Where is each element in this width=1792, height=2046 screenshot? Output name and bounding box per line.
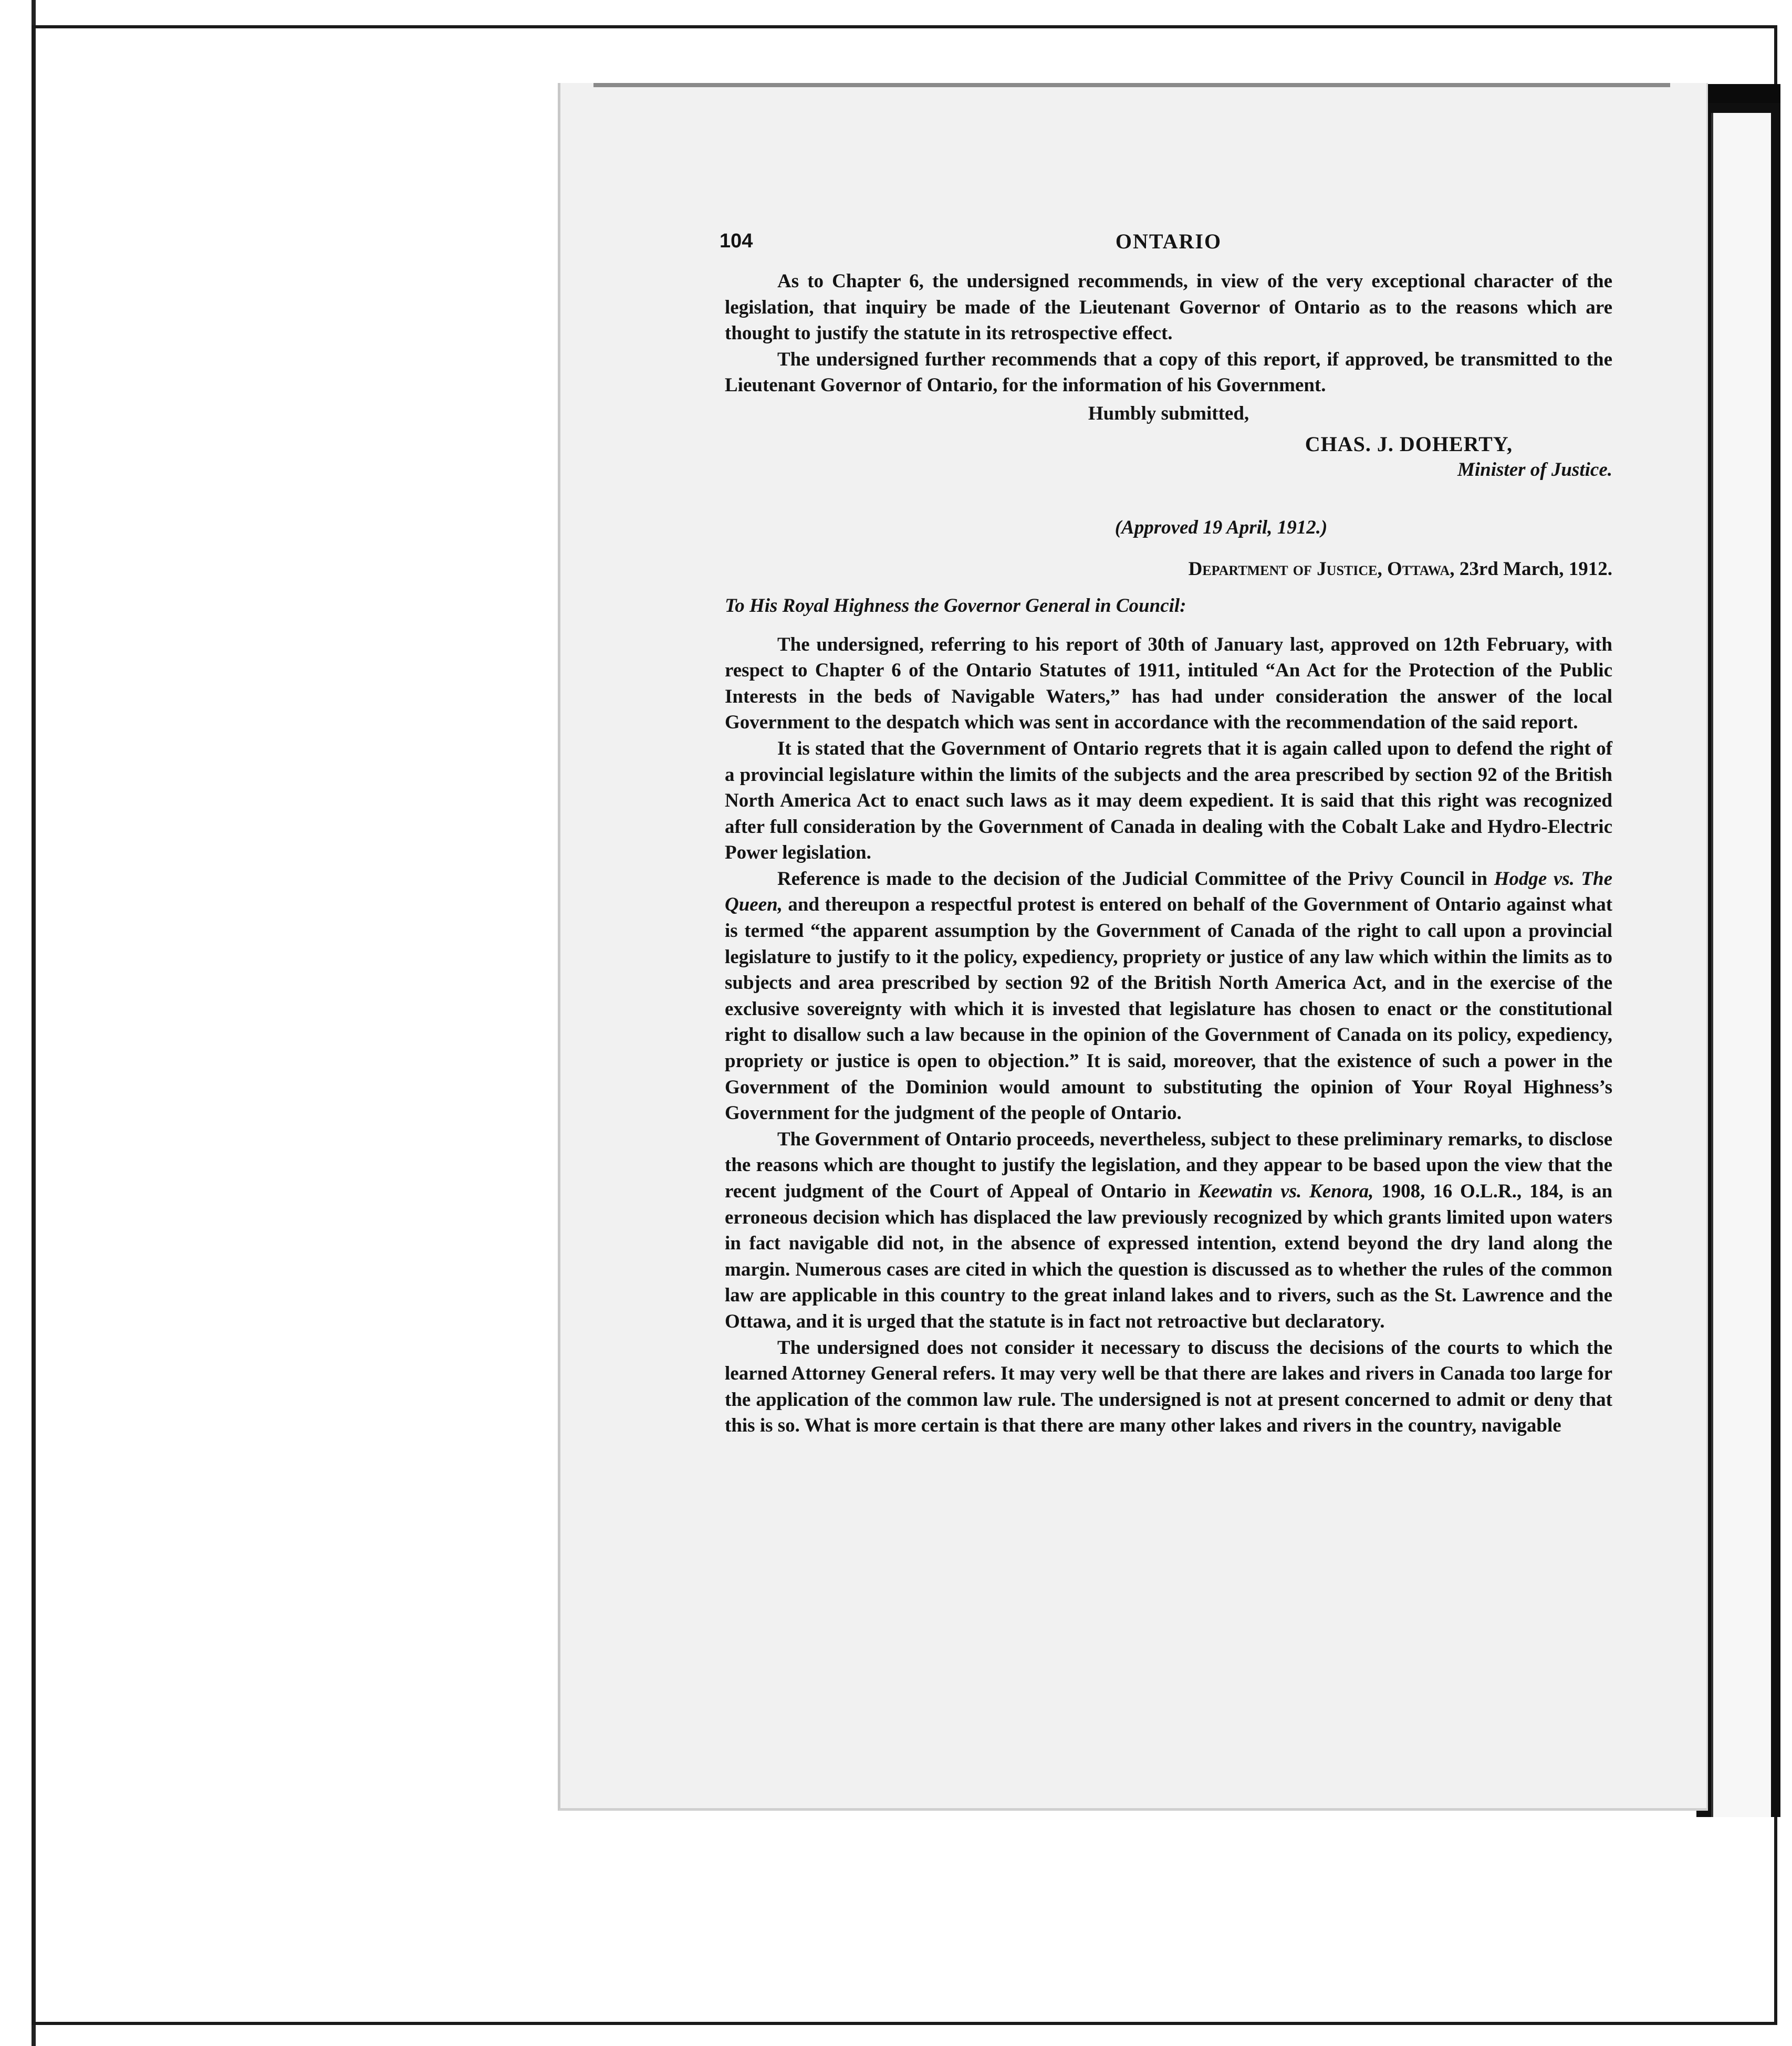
page-top-edge — [593, 83, 1670, 87]
paragraph-text: Reference is made to the decision of the Judicial Committee of the Privy Council in — [777, 868, 1488, 890]
paragraph-text: 1908, 16 O.L.R., 184, is an erroneous decision which has displaced the law previously recognized by which grants limited upon waters in fact navigable did not, in the absence of expressed intention, extend beyond the dry land along the margin. Numerous cases are cited in which the question is discussed as to whether the rules of the common law are applicable in this country to the great inland lakes and to rivers, such as the St. Lawrence and the Ottawa, and it is urged that the statute is in fact not retroactive but declaratory. — [725, 1181, 1613, 1332]
report-one-paragraph-1: As to Chapter 6, the undersigned recommends, in view of the very exceptional character of the legislation, that inquiry be made of the Lieutenant Governor of Ontario as to the reasons which are thought to justify the statute in its retrospective effect. — [725, 270, 1612, 345]
dateline-date: 23rd March, 1912. — [1459, 558, 1612, 580]
dateline — [725, 556, 1612, 582]
signature: CHAS. J. DOHERTY, — [1305, 432, 1513, 456]
signoff: Humbly submitted, — [1088, 402, 1249, 424]
salutation: To His Royal Highness the Governor General in Council: — [725, 594, 1186, 617]
case-citation: Keewatin vs. Kenora, — [1198, 1181, 1374, 1202]
approval-note: (Approved 19 April, 1912.) — [1114, 516, 1328, 538]
running-header — [720, 228, 1612, 261]
running-head-title: ONTARIO — [1115, 229, 1222, 253]
book-spine-edge — [1711, 113, 1771, 1817]
report-two-paragraph-1: The undersigned, referring to his report of 30th of January last, approved on 12th February, with respect to Chapter 6 of the Ontario Statutes of 1911, intituled “An Act for the Protection of the Public Interests in the beds of Navigable Waters,” has had under consideration the answer of the local Government to the despatch which was sent in accordance with the recommendation of the said report. — [725, 633, 1612, 734]
report-two-paragraph-4 — [725, 1126, 1612, 1335]
report-two-paragraph-2: It is stated that the Government of Ontario regrets that it is again called upon to defend the right of a provincial legislature within the limits of the subjects and the area prescribed by section 92 of the British North America Act to enact such laws as it may deem expedient. It is said that this right was recognized after full consideration by the Government of Canada in dealing with the Cobalt Lake and Hydro-Electric Power legislation. — [725, 737, 1612, 864]
page-number: 104 — [720, 230, 753, 252]
report-one-paragraph-2: The undersigned further recommends that a copy of this report, if approved, be transmitted to the Lieutenant Governor of Ontario, for the information of his Government. — [725, 348, 1612, 396]
signatory-office: Minister of Justice. — [1457, 459, 1612, 481]
paragraph-text: and thereupon a respectful protest is entered on behalf of the Government of Ontario against what is termed “the apparent assumption by the Government of Canada of the right to call upon a provincial legislature to justify to it the policy, expediency, propriety or justice of any law which within the limits as to subjects and area prescribed by section 92 of the British North America Act, and in the exercise of the exclusive sovereignty with which it is invested that legislature has chosen to enact or the constitutional right to disallow such a law because in the opinion of the Government of Canada on its policy, expediency, propriety or justice is open to objection.” It is said, moreover, that the existence of such a power in the Government of the Dominion would amount to substituting the opinion of Your Royal Highness’s Government for the judgment of the people of Ontario. — [725, 894, 1613, 1124]
report-two-paragraph-5: The undersigned does not consider it necessary to discuss the decisions of the courts to which the learned Attorney General refers. It may very well be that there are lakes and rivers in Canada too large for the application of the common law rule. The undersigned is not at present concerned to admit or deny that this is so. What is more certain is that there are many other lakes and rivers in the country, navigable — [725, 1337, 1612, 1437]
case-citation: Hodge vs. The Queen, — [725, 868, 1613, 916]
page-content — [720, 228, 1613, 1439]
paragraph-text: The Government of Ontario proceeds, nevertheless, subject to these preliminary remarks, to disclose the reasons which are thought to justify the legislation, and they appear to be based upon the view that the recent judgment of the Court of Appeal of Ontario in — [725, 1128, 1612, 1202]
report-two-paragraph-3 — [725, 866, 1612, 1126]
dateline-department: Department of Justice, Ottawa, — [1188, 558, 1455, 580]
